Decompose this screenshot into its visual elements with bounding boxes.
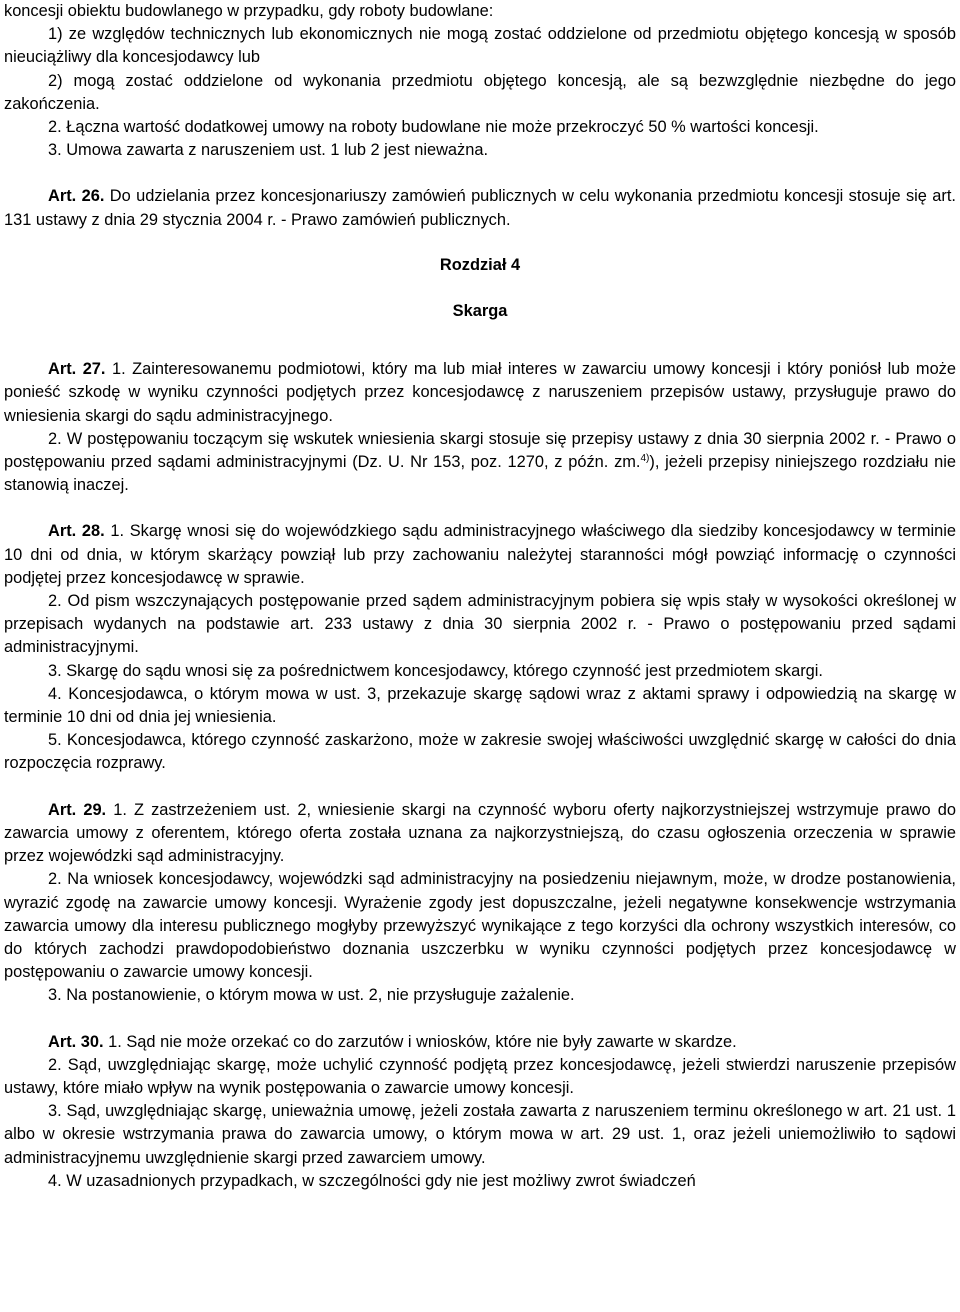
art-29-heading: Art. 29. bbox=[48, 800, 107, 819]
intro-paragraph-3: 3. Umowa zawarta z naruszeniem ust. 1 lub 2 jest nieważna. bbox=[48, 141, 489, 160]
art-27-paragraph-1: Art. 27. 1. Zainteresowanemu podmiotowi, który ma lub miał interes w zawarciu umowy koncesji i który poniósł lub może ponieść szkodę w wyniku czynności podjętych przez koncesjodawcę z naruszeniem przepisów ustawy, przysługuje prawo do wniesienia skargi do sądu administracyjnego. bbox=[4, 360, 956, 425]
art-30-paragraph-1: Art. 30. 1. Sąd nie może orzekać co do zarzutów i wniosków, które nie były zawarte w skardze. bbox=[48, 1032, 737, 1051]
spacer bbox=[4, 323, 956, 358]
footnote-ref: 4) bbox=[640, 453, 650, 465]
art-28-paragraph-4: 4. Koncesjodawca, o którym mowa w ust. 3, przekazuje skargę sądowi wraz z aktami sprawy i odpowiedzią na skargę w terminie 10 dni od dnia jej wniesienia. bbox=[4, 684, 956, 727]
intro-item-1: 1) ze względów technicznych lub ekonomicznych nie mogą zostać oddzielone od przedmiotu objętego koncesją w sposób nieuciążliwy dla koncesjodawcy lub bbox=[4, 25, 956, 67]
art-30-heading: Art. 30. bbox=[48, 1032, 104, 1051]
art-28-heading: Art. 28. bbox=[48, 522, 105, 541]
art-30-paragraph-3: 3. Sąd, uwzględniając skargę, unieważnia umowę, jeżeli została zawarta z naruszeniem terminu określonego w art. 21 ust. 1 albo w okresie wstrzymania prawa do zawarcia umowy, o którym mowa w art. 29 ust. 1, oraz jeżeli uniemożliwiło to sądowi administracyjnemu uwzględnienie skargi przed zawarciem umowy. bbox=[4, 1102, 956, 1167]
intro-paragraph-2: 2. Łączna wartość dodatkowej umowy na roboty budowlane nie może przekroczyć 50 % wartości koncesji. bbox=[48, 118, 819, 137]
art-27-paragraph-2: 2. W postępowaniu toczącym się wskutek wniesienia skargi stosuje się przepisy ustawy z dnia 30 sierpnia 2002 r. - Prawo o postępowaniu przed sądami administracyjnymi (Dz. U. Nr 153, poz. 1270, z późn. zm.$^{4)}$), jeżeli przepisy niniejszego rozdziału nie stanowią inaczej. bbox=[4, 429, 956, 495]
spacer bbox=[4, 1008, 956, 1031]
intro-lead: koncesji obiektu budowlanego w przypadku, gdy roboty budowlane: bbox=[4, 2, 494, 20]
art-30-paragraph-4: 4. W uzasadnionych przypadkach, w szczególności gdy nie jest możliwy zwrot świadczeń bbox=[48, 1171, 696, 1190]
spacer bbox=[4, 277, 956, 300]
art-29-paragraph-3: 3. Na postanowienie, o którym mowa w ust. 2, nie przysługuje zażalenie. bbox=[48, 986, 575, 1005]
chapter-number: Rozdział 4 bbox=[439, 255, 521, 274]
spacer bbox=[4, 497, 956, 520]
art-28-paragraph-2: 2. Od pism wszczynających postępowanie przed sądem administracyjnym pobiera się wpis stały w wysokości określonej w przepisach wydanych na podstawie art. 233 ustawy z dnia 30 sierpnia 2002 r. - Prawo o postępowaniu przed sądami administracyjnymi. bbox=[4, 592, 956, 657]
spacer bbox=[4, 162, 956, 185]
art-26-text: Do udzielania przez koncesjonariuszy zamówień publicznych w celu wykonania przedmiotu koncesji stosuje się art. 131 ustawy z dnia 29 stycznia 2004 r. - Prawo zamówień publicznych. bbox=[4, 187, 956, 229]
chapter-title: Skarga bbox=[452, 302, 508, 321]
art-26 bbox=[4, 185, 956, 231]
art-27-heading: Art. 27. bbox=[48, 360, 106, 379]
art-26-heading: Art. 26. bbox=[48, 187, 105, 206]
spacer bbox=[4, 232, 956, 254]
art-29-paragraph-1: Art. 29. 1. Z zastrzeżeniem ust. 2, wniesienie skargi na czynność wyboru oferty najkorzystniejszej wstrzymuje prawo do zawarcia umowy z oferentem, którego oferta została uznana za najkorzystniejszą, do czasu ogłoszenia orzeczenia w sprawie przez wojewódzki sąd administracyjny. bbox=[4, 800, 956, 866]
intro-item-2: 2) mogą zostać oddzielone od wykonania przedmiotu objętego koncesją, ale są bezwzględnie niezbędne do jego zakończenia. bbox=[4, 71, 956, 113]
art-28-paragraph-5: 5. Koncesjodawca, którego czynność zaskarżono, może w zakresie swojej właściwości uwzględnić skargę w całości do dnia rozpoczęcia rozprawy. bbox=[4, 731, 956, 773]
art-29-paragraph-2: 2. Na wniosek koncesjodawcy, wojewódzki sąd administracyjny na posiedzeniu niejawnym, może, w drodze postanowienia, wyrazić zgodę na zawarcie umowy koncesji. Wyrażenie zgody jest dopuszczalne, jeżeli negatywne konsekwencje wstrzymania zawarcia umowy dla interesu publicznego mogłyby przewyższyć wynikające z tego korzyści dla ochrony wszystkich interesów, co do których zachodzi prawdopodobieństwo doznania uszczerbku w wyniku czynności podjętych przez koncesjodawcę w postępowaniu o zawarcie umowy koncesji. bbox=[4, 870, 956, 982]
art-28-paragraph-3: 3. Skargę do sądu wnosi się za pośrednictwem koncesjodawcy, którego czynność jest przedmiotem skargi. bbox=[48, 661, 823, 680]
art-30-paragraph-2: 2. Sąd, uwzględniając skargę, może uchylić czynność podjętą przez koncesjodawcę, jeżeli stwierdzi naruszenie przepisów ustawy, które miało wpływ na wynik postępowania o zawarcie umowy koncesji. bbox=[4, 1055, 956, 1097]
art-28-paragraph-1: Art. 28. 1. Skargę wnosi się do wojewódzkiego sądu administracyjnego właściwego dla siedziby koncesjodawcy w terminie 10 dni od dnia, w którym skarżący powziął lub przy zachowaniu należytej staranności mógł powziąć informację o czynności podjętej przez koncesjodawcę w sprawie. bbox=[4, 522, 956, 587]
spacer bbox=[4, 776, 956, 799]
